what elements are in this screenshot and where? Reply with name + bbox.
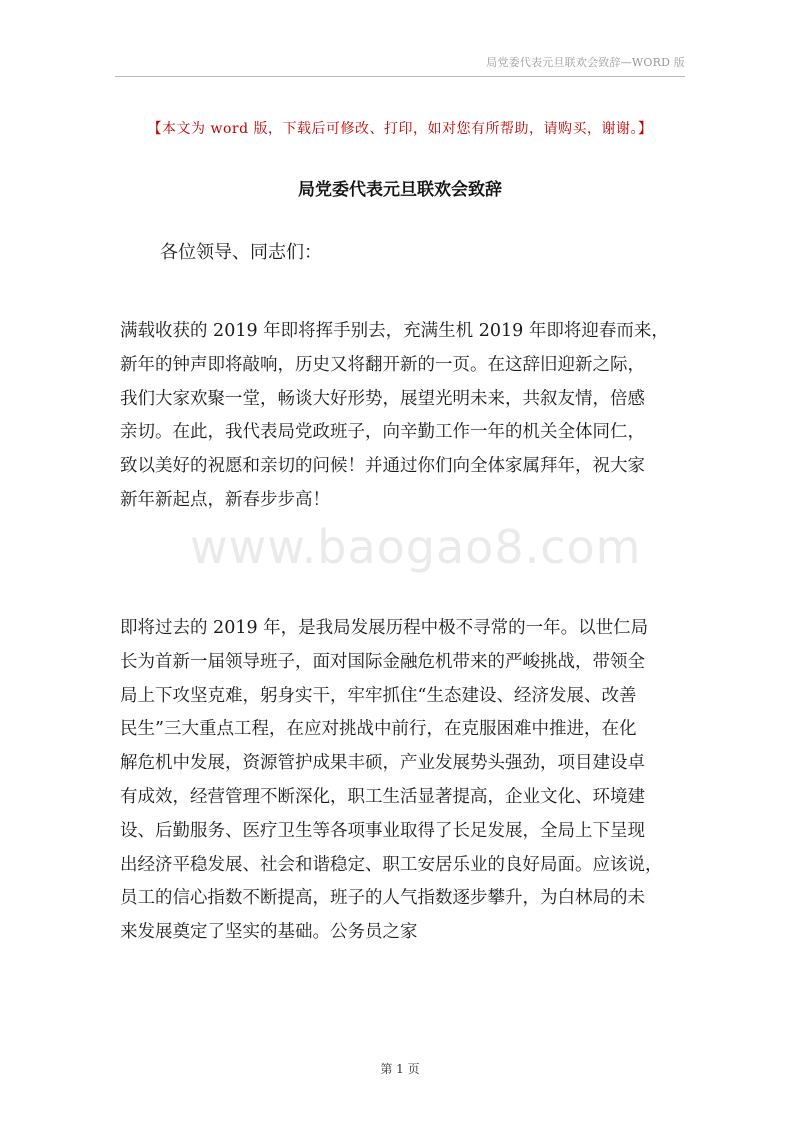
- text-line: 满载收获的 2019 年即将挥手别去，充满生机 2019 年即将迎春而来，: [120, 321, 669, 341]
- text-line: 长为首新一届领导班子，面对国际金融危机带来的严峻挑战，带领全: [120, 651, 645, 672]
- text-line: 致以美好的祝愿和亲切的问候！并通过你们向全体家属拜年，祝大家: [120, 456, 645, 477]
- header-rule: [115, 76, 685, 77]
- running-header: 局党委代表元旦联欢会致辞—WORD 版: [486, 56, 685, 69]
- salutation: 各位领导、同志们：: [160, 242, 322, 263]
- text-line: 员工的信心指数不断提高，班子的人气指数逐步攀升，为白林局的未: [120, 888, 645, 909]
- text-line: 有成效，经营管理不断深化，职工生活显著提高，企业文化、环境建: [120, 786, 645, 807]
- text-line: 设、后勤服务、医疗卫生等各项事业取得了长足发展，全局上下呈现: [120, 820, 645, 841]
- paragraph-1: [120, 315, 685, 518]
- text-line: 民生”三大重点工程，在应对挑战中前行，在克服困难中推进，在化: [120, 719, 637, 740]
- text-line: 解危机中发展，资源管护成果丰硕，产业发展势头强劲，项目建设卓: [120, 753, 645, 774]
- text-line: 来发展奠定了坚实的基础。公务员之家: [120, 922, 418, 943]
- text-line: 即将过去的 2019 年，是我局发展历程中极不寻常的一年。以世仁局: [120, 618, 649, 638]
- watermark: www.baogao8.com: [190, 520, 642, 574]
- page-number: 第 1 页: [380, 1062, 420, 1076]
- text-line: 亲切。在此，我代表局党政班子，向辛勤工作一年的机关全体同仁，: [120, 422, 645, 443]
- purchase-notice: 【本文为 word 版，下载后可修改、打印，如对您有所帮助，请购买，谢谢。】: [147, 121, 653, 137]
- text-line: 局上下攻坚克难，躬身实干，牢牢抓住“生态建设、经济发展、改善: [120, 685, 637, 706]
- text-line: 新年新起点，新春步步高！: [120, 489, 330, 510]
- text-line: 出经济平稳发展、社会和谐稳定、职工安居乐业的良好局面。应该说，: [120, 854, 663, 875]
- text-line: 我们大家欢聚一堂，畅谈大好形势，展望光明未来，共叙友情，倍感: [120, 388, 645, 409]
- document-title: 局党委代表元旦联欢会致辞: [298, 180, 502, 200]
- text-line: 新年的钟声即将敲响，历史又将翻开新的一页。在这辞旧迎新之际，: [120, 354, 645, 375]
- paragraph-2: [120, 612, 685, 950]
